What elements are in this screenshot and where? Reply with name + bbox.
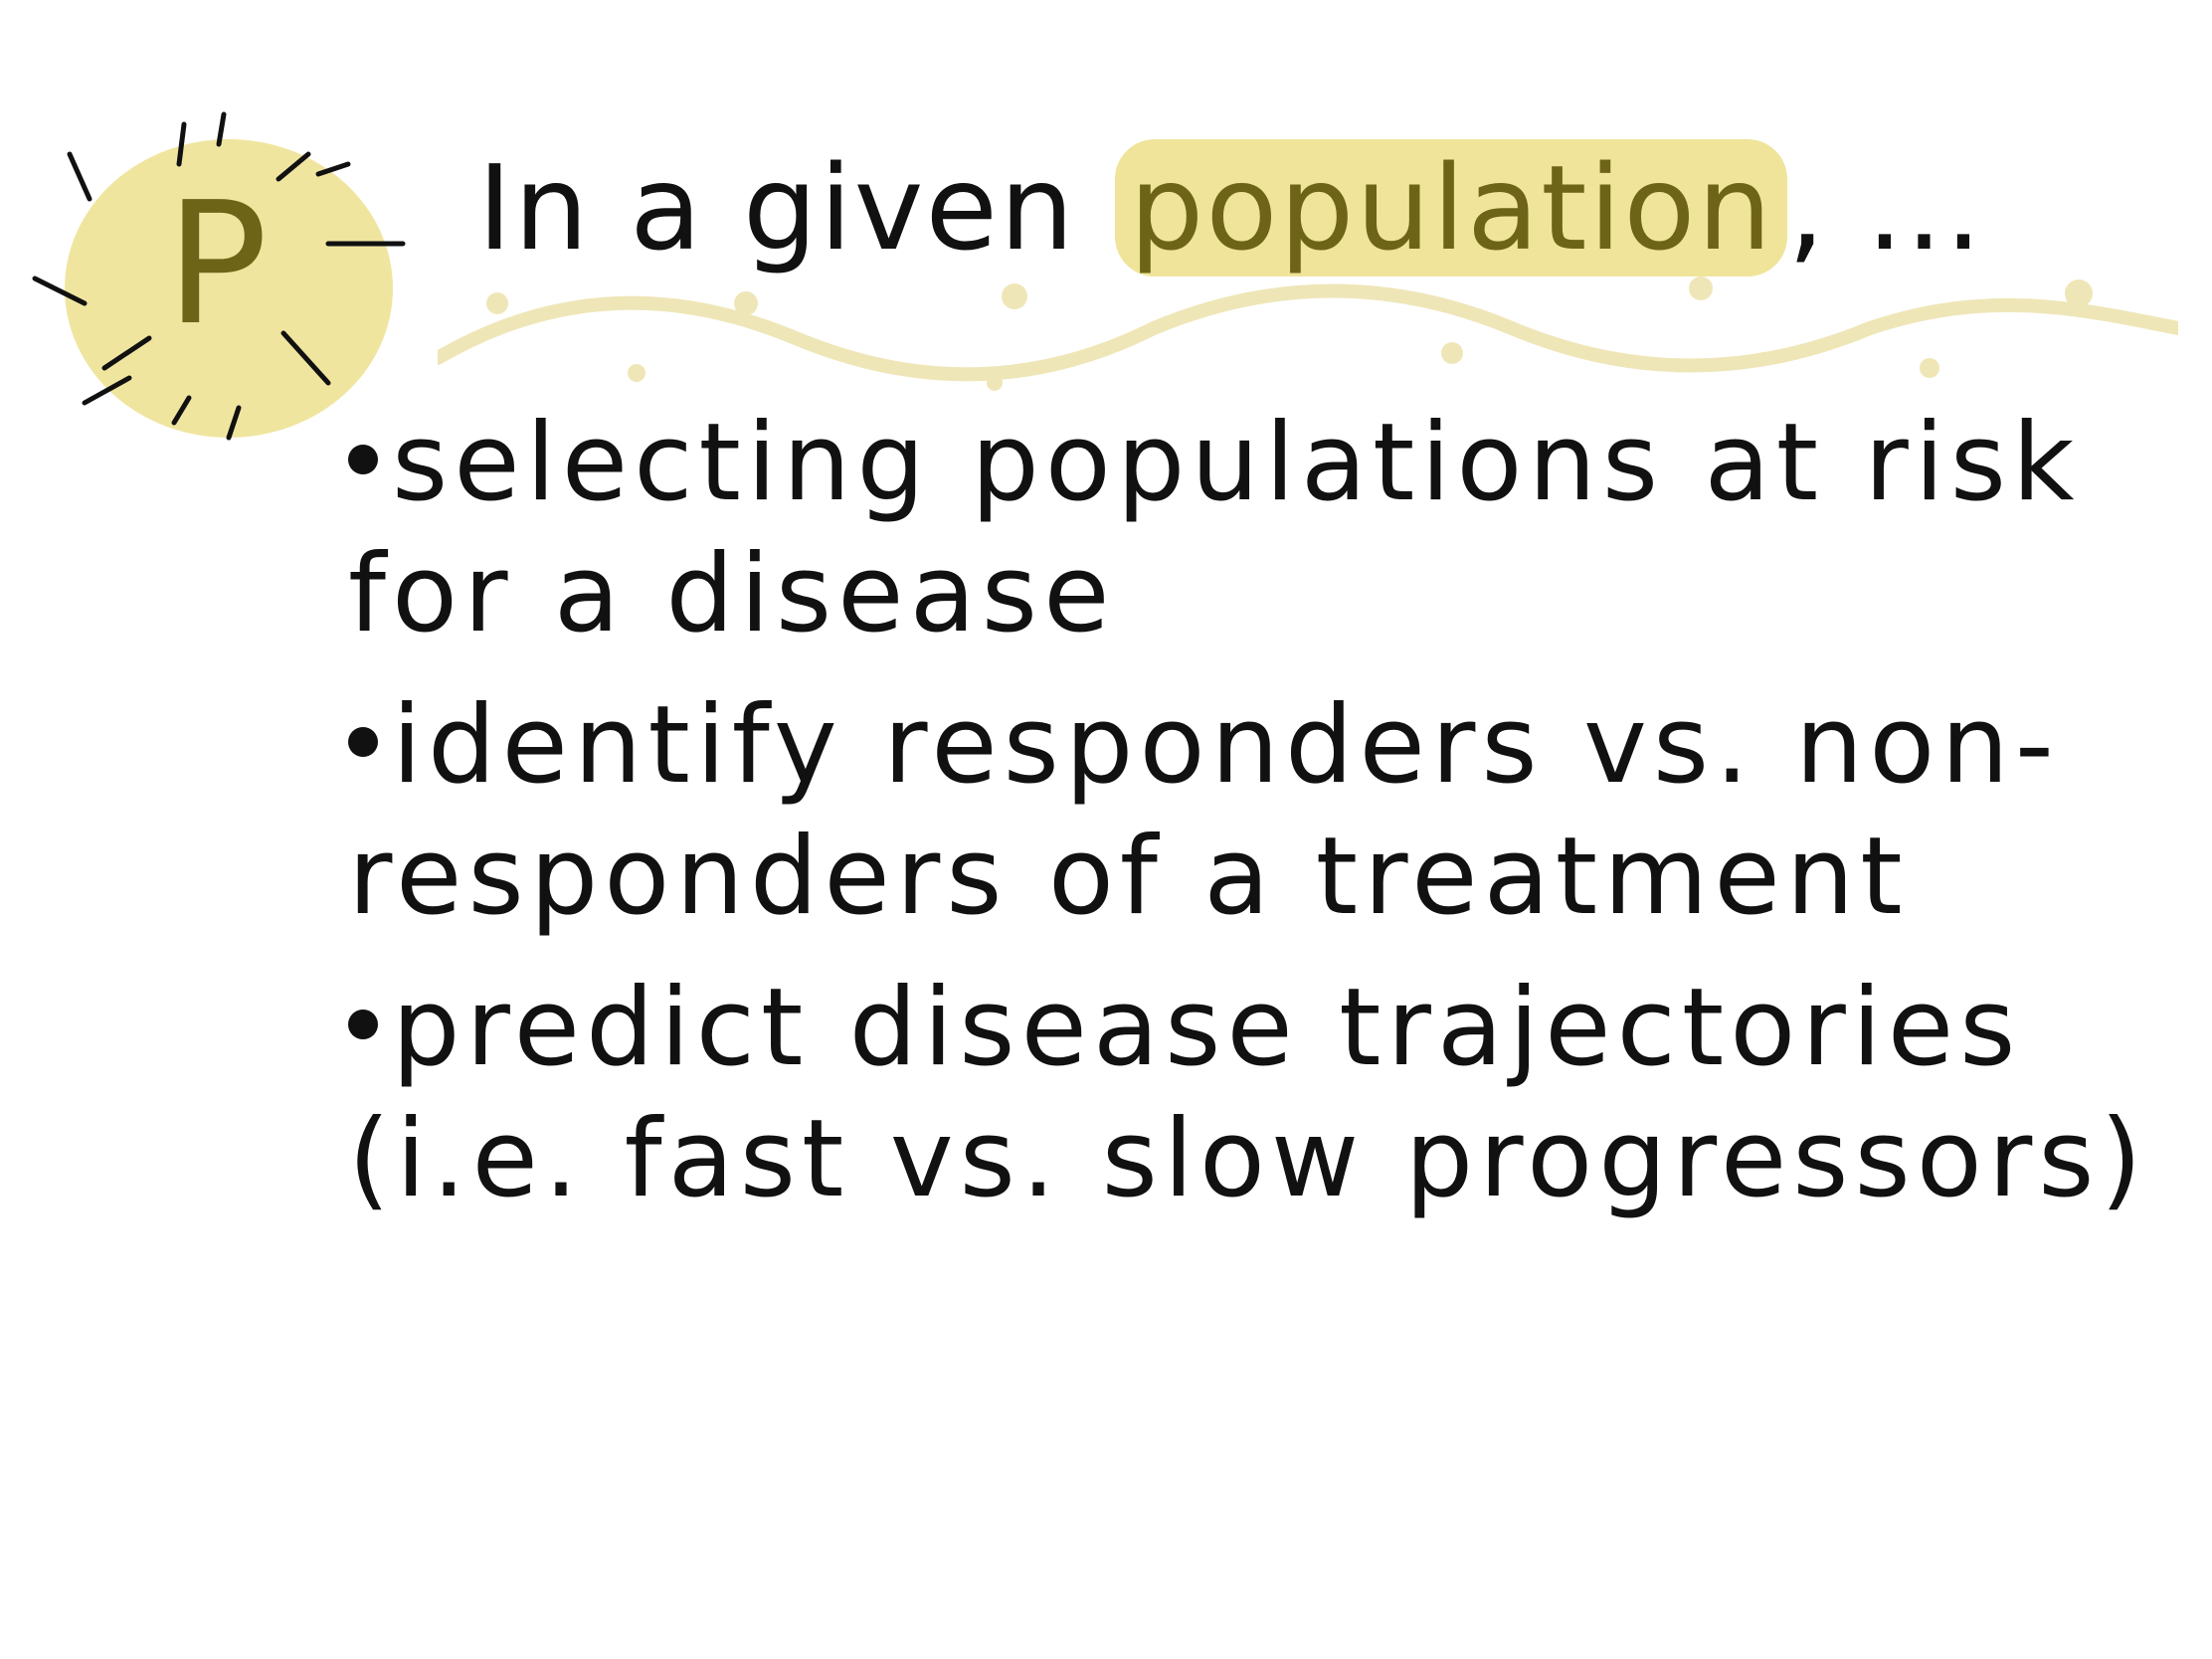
bullet-dot [348, 1010, 378, 1039]
bullet-list [348, 398, 2168, 1245]
bullet-item [348, 680, 2168, 943]
bullet-item [348, 398, 2168, 660]
bullet-item [348, 963, 2168, 1225]
title-suffix: , ... [1787, 139, 1984, 276]
wavy-line-divider [438, 269, 2178, 398]
bullet-text: selecting populations at risk for a disease [348, 401, 2081, 656]
title-prefix: In a given [477, 139, 1116, 276]
badge-letter: P [165, 166, 269, 363]
bullet-text: predict disease trajectories (i.e. fast vs. slow progressors) [348, 966, 2148, 1221]
title-highlight: population [1115, 139, 1787, 276]
slide-title [477, 139, 1984, 276]
bullet-dot [348, 445, 378, 474]
bullet-text: identify responders vs. non-responders of a treatment [348, 683, 2060, 939]
bullet-dot [348, 727, 378, 757]
